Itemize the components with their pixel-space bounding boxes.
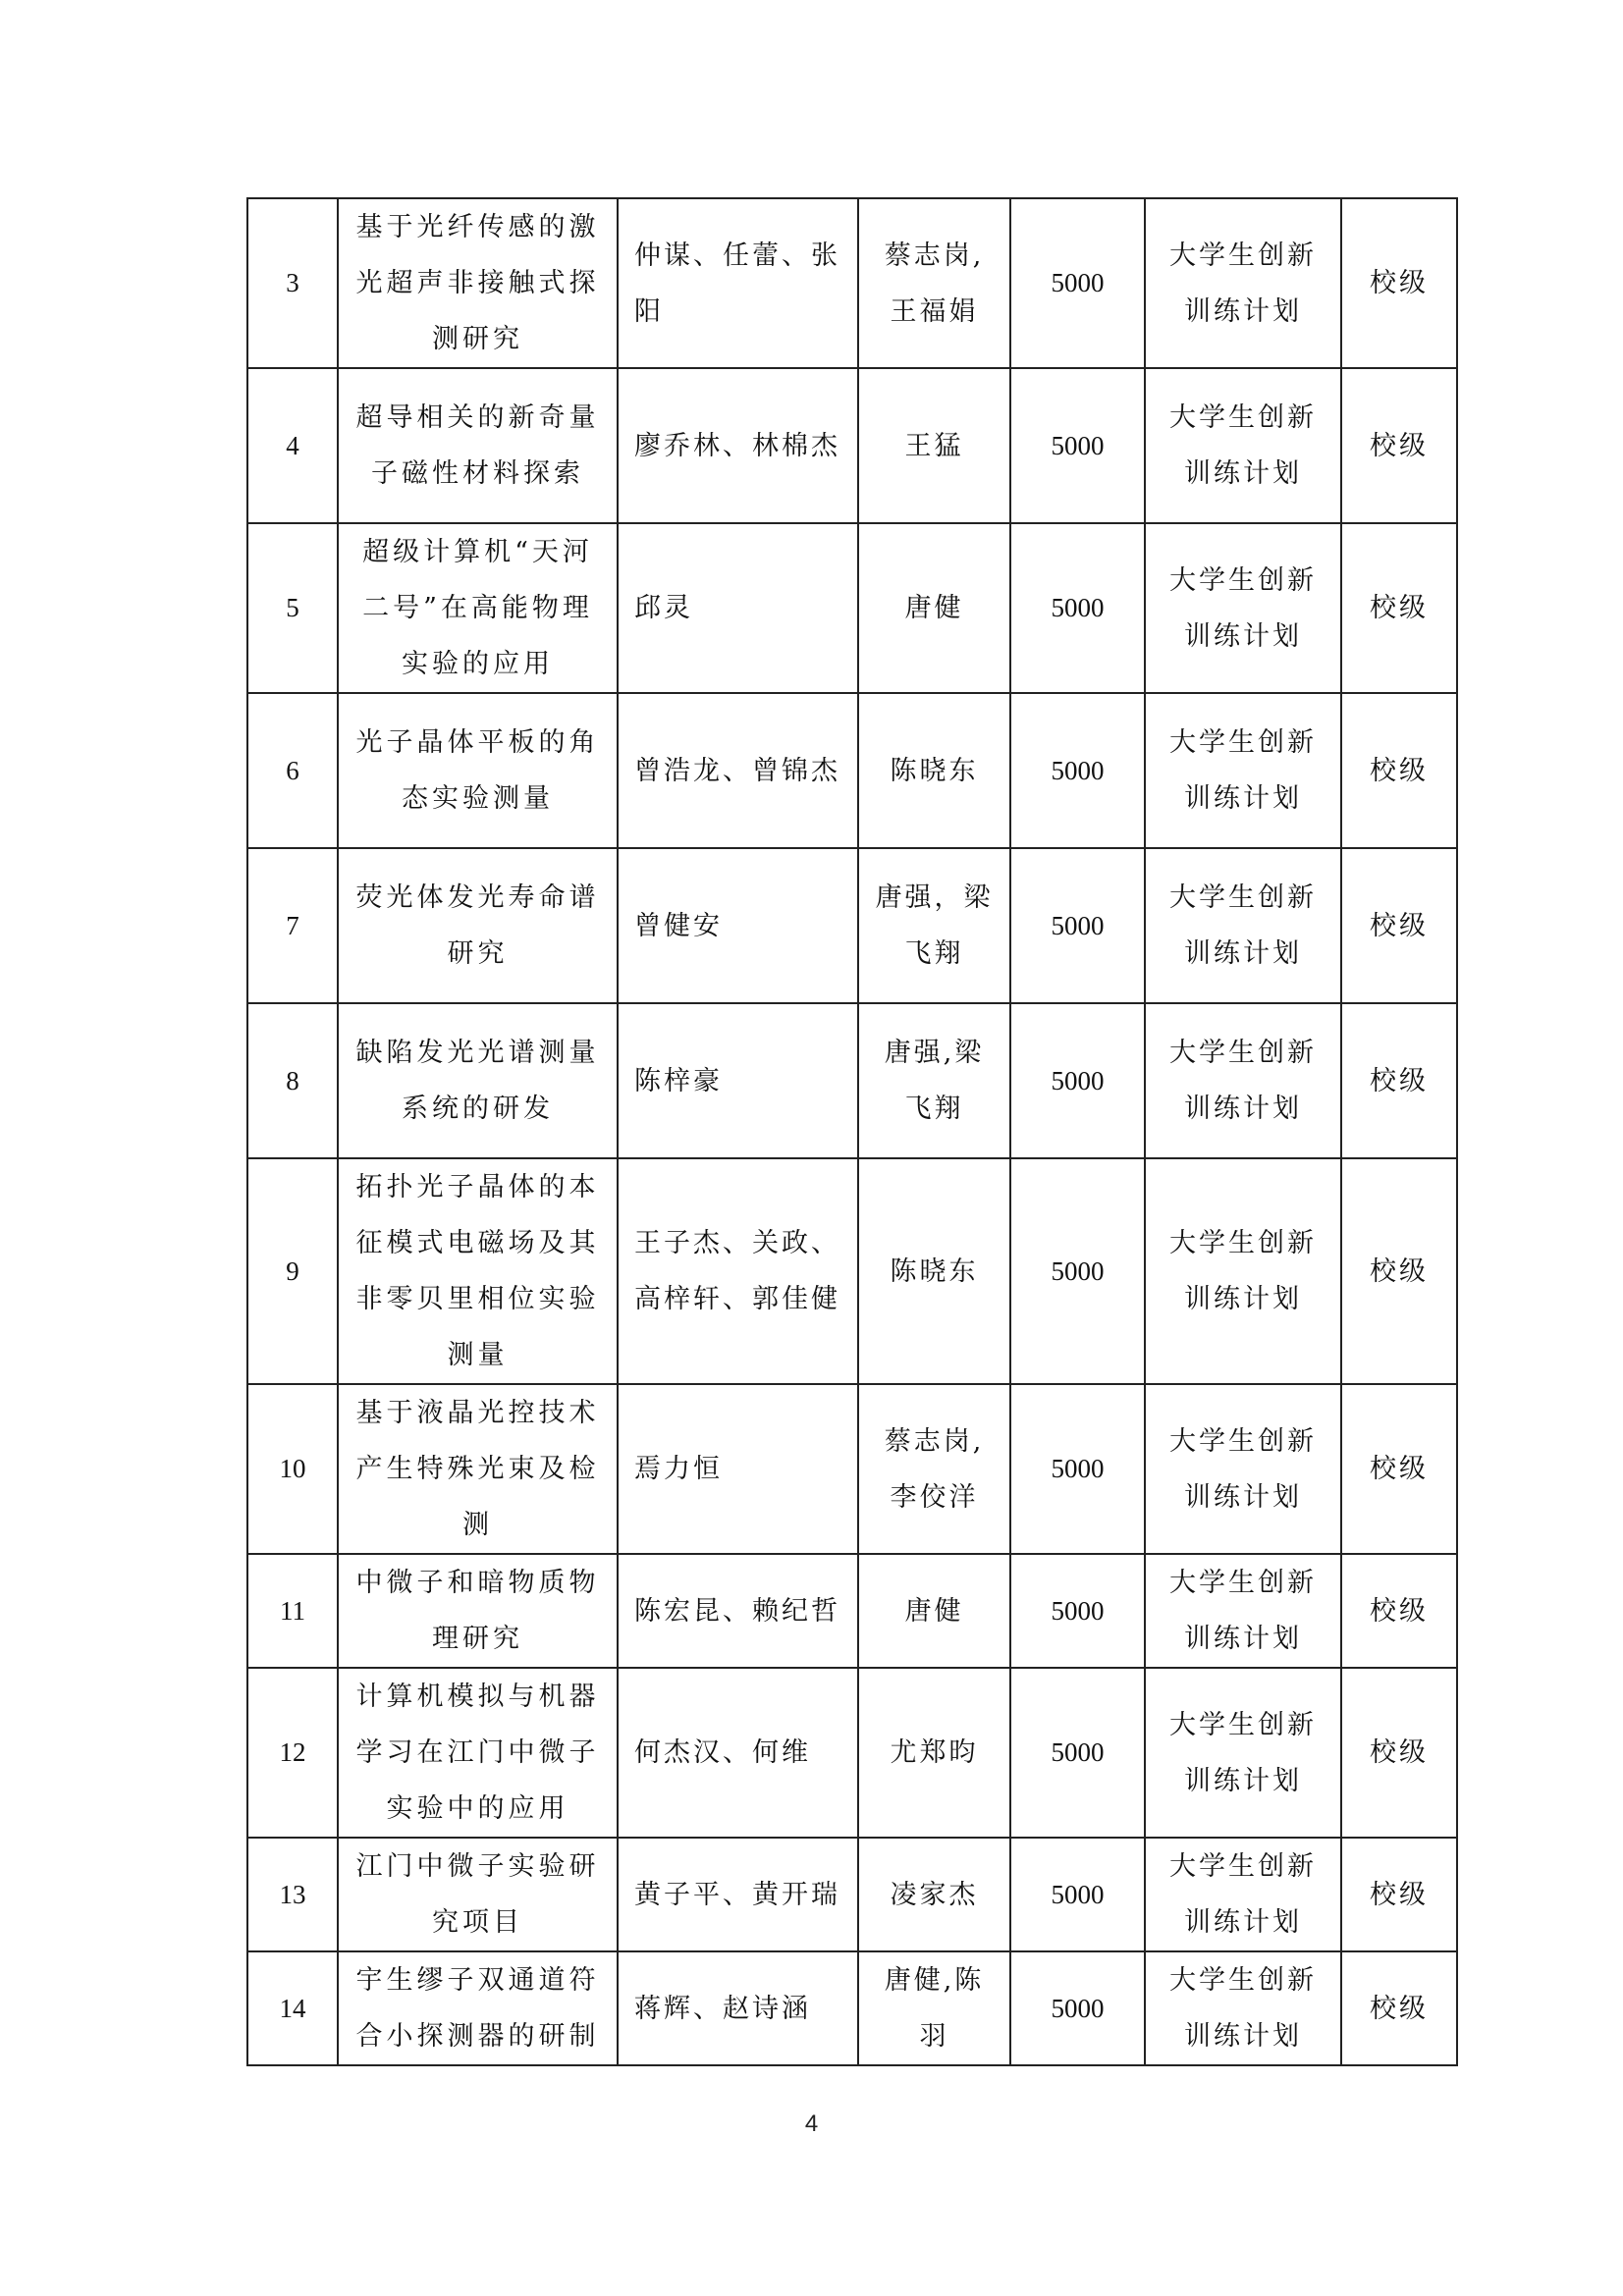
project-members-cell xyxy=(618,368,858,523)
project-advisor-cell xyxy=(858,848,1010,1003)
project-amount-cell xyxy=(1010,1668,1145,1838)
project-amount-cell xyxy=(1010,1838,1145,1951)
project-amount: 5000 xyxy=(1051,1737,1105,1767)
row-number-cell xyxy=(247,1951,338,2065)
project-level: 校级 xyxy=(1370,268,1429,298)
row-number-cell xyxy=(247,1384,338,1554)
project-advisor: 唐强，梁 飞翔 xyxy=(875,882,994,969)
project-advisor: 蔡志岗, 王福娟 xyxy=(884,240,985,327)
project-name: 荧光体发光寿命谱 研究 xyxy=(355,882,600,969)
project-members: 何杰汉、何维 xyxy=(634,1737,811,1768)
project-name: 光子晶体平板的角 态实验测量 xyxy=(355,727,600,814)
table-row xyxy=(247,1384,1457,1554)
project-amount-cell xyxy=(1010,523,1145,693)
project-type: 大学生创新 训练计划 xyxy=(1169,1851,1317,1938)
project-level-cell xyxy=(1341,1951,1457,2065)
table-row xyxy=(247,1158,1457,1384)
project-members-cell xyxy=(618,1554,858,1668)
project-advisor-cell xyxy=(858,1668,1010,1838)
project-type-cell xyxy=(1145,1384,1341,1554)
project-members-cell xyxy=(618,1003,858,1158)
row-number-cell xyxy=(247,1158,338,1384)
project-name-cell xyxy=(338,198,618,368)
project-name: 超级计算机“天河 二号”在高能物理 实验的应用 xyxy=(362,537,593,679)
project-members-cell xyxy=(618,848,858,1003)
project-name-cell xyxy=(338,1838,618,1951)
project-level-cell xyxy=(1341,1668,1457,1838)
project-members-cell xyxy=(618,1668,858,1838)
project-advisor-cell xyxy=(858,1951,1010,2065)
project-amount-cell xyxy=(1010,1554,1145,1668)
project-advisor: 王猛 xyxy=(904,430,964,461)
project-advisor: 陈晓东 xyxy=(890,1255,979,1287)
project-type: 大学生创新 训练计划 xyxy=(1169,1425,1317,1513)
project-members: 陈梓豪 xyxy=(634,1065,723,1096)
project-name: 基于光纤传感的激 光超声非接触式探 测研究 xyxy=(355,212,600,354)
table-row xyxy=(247,848,1457,1003)
project-members-cell xyxy=(618,1384,858,1554)
project-advisor: 蔡志岗, 李佼洋 xyxy=(884,1425,985,1513)
project-advisor-cell xyxy=(858,1003,1010,1158)
row-number: 12 xyxy=(279,1737,306,1767)
projects-table-body xyxy=(247,198,1457,2065)
project-name: 基于液晶光控技术 产生特殊光束及检 测 xyxy=(355,1398,600,1540)
project-amount: 5000 xyxy=(1051,1255,1105,1286)
project-advisor-cell xyxy=(858,523,1010,693)
project-advisor: 唐健,陈 羽 xyxy=(884,1965,985,2052)
row-number: 8 xyxy=(286,1065,299,1095)
project-level-cell xyxy=(1341,848,1457,1003)
project-advisor-cell xyxy=(858,1554,1010,1668)
project-level: 校级 xyxy=(1370,1737,1429,1768)
project-members: 仲谋、任蕾、张 阳 xyxy=(634,240,840,327)
project-name: 超导相关的新奇量 子磁性材料探索 xyxy=(355,402,600,489)
project-name: 中微子和暗物质物 理研究 xyxy=(355,1568,600,1654)
row-number: 5 xyxy=(286,593,299,622)
row-number-cell xyxy=(247,1003,338,1158)
project-type: 大学生创新 训练计划 xyxy=(1169,1965,1317,2052)
page-number: 4 xyxy=(804,2110,819,2137)
project-advisor-cell xyxy=(858,198,1010,368)
project-name-cell xyxy=(338,1668,618,1838)
row-number: 3 xyxy=(286,268,299,297)
table-row xyxy=(247,693,1457,848)
project-type-cell xyxy=(1145,1951,1341,2065)
row-number-cell xyxy=(247,198,338,368)
project-type: 大学生创新 训练计划 xyxy=(1169,882,1317,969)
row-number-cell xyxy=(247,693,338,848)
project-level-cell xyxy=(1341,1003,1457,1158)
row-number: 13 xyxy=(279,1879,306,1909)
project-type-cell xyxy=(1145,198,1341,368)
table-row xyxy=(247,198,1457,368)
project-name: 缺陷发光光谱测量 系统的研发 xyxy=(355,1038,600,1124)
project-members: 蒋辉、赵诗涵 xyxy=(634,1993,811,2024)
project-amount: 5000 xyxy=(1051,755,1105,785)
project-advisor-cell xyxy=(858,1158,1010,1384)
projects-table xyxy=(246,197,1458,2066)
row-number: 7 xyxy=(286,910,299,940)
project-advisor: 唐强,梁 飞翔 xyxy=(884,1038,985,1124)
project-amount-cell xyxy=(1010,198,1145,368)
project-amount: 5000 xyxy=(1051,268,1105,297)
project-advisor: 唐健 xyxy=(904,1595,964,1627)
project-type: 大学生创新 训练计划 xyxy=(1169,1568,1317,1654)
project-type-cell xyxy=(1145,1838,1341,1951)
project-type-cell xyxy=(1145,368,1341,523)
project-amount-cell xyxy=(1010,1384,1145,1554)
project-amount-cell xyxy=(1010,368,1145,523)
project-level-cell xyxy=(1341,1554,1457,1668)
project-advisor-cell xyxy=(858,368,1010,523)
row-number: 11 xyxy=(280,1595,305,1626)
row-number-cell xyxy=(247,1554,338,1668)
project-amount: 5000 xyxy=(1051,1454,1105,1483)
row-number-cell xyxy=(247,523,338,693)
project-members-cell xyxy=(618,1951,858,2065)
project-level: 校级 xyxy=(1370,1595,1429,1627)
project-level: 校级 xyxy=(1370,430,1429,461)
project-members-cell xyxy=(618,1838,858,1951)
project-members-cell xyxy=(618,693,858,848)
project-name-cell xyxy=(338,693,618,848)
project-advisor-cell xyxy=(858,1384,1010,1554)
project-name-cell xyxy=(338,1951,618,2065)
project-type: 大学生创新 训练计划 xyxy=(1169,240,1317,327)
project-advisor: 唐健 xyxy=(904,593,964,623)
project-level-cell xyxy=(1341,1384,1457,1554)
row-number: 6 xyxy=(286,755,299,785)
project-level-cell xyxy=(1341,523,1457,693)
project-members: 陈宏昆、赖纪哲 xyxy=(634,1595,840,1627)
project-type: 大学生创新 训练计划 xyxy=(1169,1228,1317,1314)
project-members: 曾浩龙、曾锦杰 xyxy=(634,755,840,786)
project-advisor: 陈晓东 xyxy=(890,755,979,786)
project-level: 校级 xyxy=(1370,1255,1429,1287)
project-type: 大学生创新 训练计划 xyxy=(1169,727,1317,814)
project-name-cell xyxy=(338,368,618,523)
project-type-cell xyxy=(1145,1158,1341,1384)
project-members: 王子杰、关政、 高梓轩、郭佳健 xyxy=(634,1228,840,1314)
table-row xyxy=(247,1668,1457,1838)
project-members: 焉力恒 xyxy=(634,1454,723,1484)
project-amount: 5000 xyxy=(1051,910,1105,940)
project-members-cell xyxy=(618,1158,858,1384)
project-level-cell xyxy=(1341,368,1457,523)
row-number: 14 xyxy=(279,1993,306,2023)
project-members: 廖乔林、林棉杰 xyxy=(634,430,840,461)
project-name: 宇生缪子双通道符 合小探测器的研制 xyxy=(355,1965,600,2052)
project-amount: 5000 xyxy=(1051,430,1105,460)
project-amount: 5000 xyxy=(1051,1065,1105,1095)
project-name-cell xyxy=(338,1554,618,1668)
table-row xyxy=(247,368,1457,523)
project-level: 校级 xyxy=(1370,1993,1429,2024)
project-members: 曾健安 xyxy=(634,910,723,941)
project-advisor: 尤郑昀 xyxy=(890,1737,979,1768)
project-level-cell xyxy=(1341,198,1457,368)
row-number-cell xyxy=(247,848,338,1003)
project-members-cell xyxy=(618,523,858,693)
project-type: 大学生创新 训练计划 xyxy=(1169,564,1317,652)
project-amount-cell xyxy=(1010,848,1145,1003)
row-number-cell xyxy=(247,1838,338,1951)
project-level: 校级 xyxy=(1370,755,1429,786)
project-level: 校级 xyxy=(1370,910,1429,941)
row-number: 4 xyxy=(286,430,299,460)
project-type-cell xyxy=(1145,1003,1341,1158)
project-level-cell xyxy=(1341,1158,1457,1384)
project-level: 校级 xyxy=(1370,1065,1429,1096)
project-type-cell xyxy=(1145,1554,1341,1668)
project-name-cell xyxy=(338,848,618,1003)
project-members: 黄子平、黄开瑞 xyxy=(634,1879,840,1910)
project-members: 邱灵 xyxy=(634,593,693,623)
project-advisor-cell xyxy=(858,693,1010,848)
project-type: 大学生创新 训练计划 xyxy=(1169,1709,1317,1796)
table-row xyxy=(247,523,1457,693)
project-type: 大学生创新 训练计划 xyxy=(1169,1038,1317,1124)
table-row xyxy=(247,1838,1457,1951)
project-type-cell xyxy=(1145,693,1341,848)
project-name-cell xyxy=(338,523,618,693)
project-amount: 5000 xyxy=(1051,1993,1105,2023)
project-level: 校级 xyxy=(1370,1454,1429,1484)
table-row xyxy=(247,1951,1457,2065)
table-row xyxy=(247,1554,1457,1668)
project-level-cell xyxy=(1341,693,1457,848)
project-amount: 5000 xyxy=(1051,1595,1105,1626)
row-number: 9 xyxy=(286,1255,299,1286)
project-name-cell xyxy=(338,1003,618,1158)
project-amount-cell xyxy=(1010,1158,1145,1384)
project-type-cell xyxy=(1145,848,1341,1003)
project-advisor: 凌家杰 xyxy=(890,1879,979,1910)
project-name-cell xyxy=(338,1158,618,1384)
project-name: 拓扑光子晶体的本 征模式电磁场及其 非零贝里相位实验 测量 xyxy=(355,1172,600,1370)
project-amount: 5000 xyxy=(1051,593,1105,622)
project-type-cell xyxy=(1145,1668,1341,1838)
project-amount-cell xyxy=(1010,1003,1145,1158)
project-members-cell xyxy=(618,198,858,368)
project-name: 计算机模拟与机器 学习在江门中微子 实验中的应用 xyxy=(355,1682,600,1824)
row-number: 10 xyxy=(279,1454,306,1483)
project-type-cell xyxy=(1145,523,1341,693)
row-number-cell xyxy=(247,368,338,523)
project-level: 校级 xyxy=(1370,1879,1429,1910)
project-name-cell xyxy=(338,1384,618,1554)
project-amount: 5000 xyxy=(1051,1879,1105,1909)
project-level-cell xyxy=(1341,1838,1457,1951)
table-row xyxy=(247,1003,1457,1158)
row-number-cell xyxy=(247,1668,338,1838)
project-type: 大学生创新 训练计划 xyxy=(1169,402,1317,489)
project-amount-cell xyxy=(1010,693,1145,848)
project-level: 校级 xyxy=(1370,593,1429,623)
project-amount-cell xyxy=(1010,1951,1145,2065)
project-name: 江门中微子实验研 究项目 xyxy=(355,1851,600,1938)
project-advisor-cell xyxy=(858,1838,1010,1951)
